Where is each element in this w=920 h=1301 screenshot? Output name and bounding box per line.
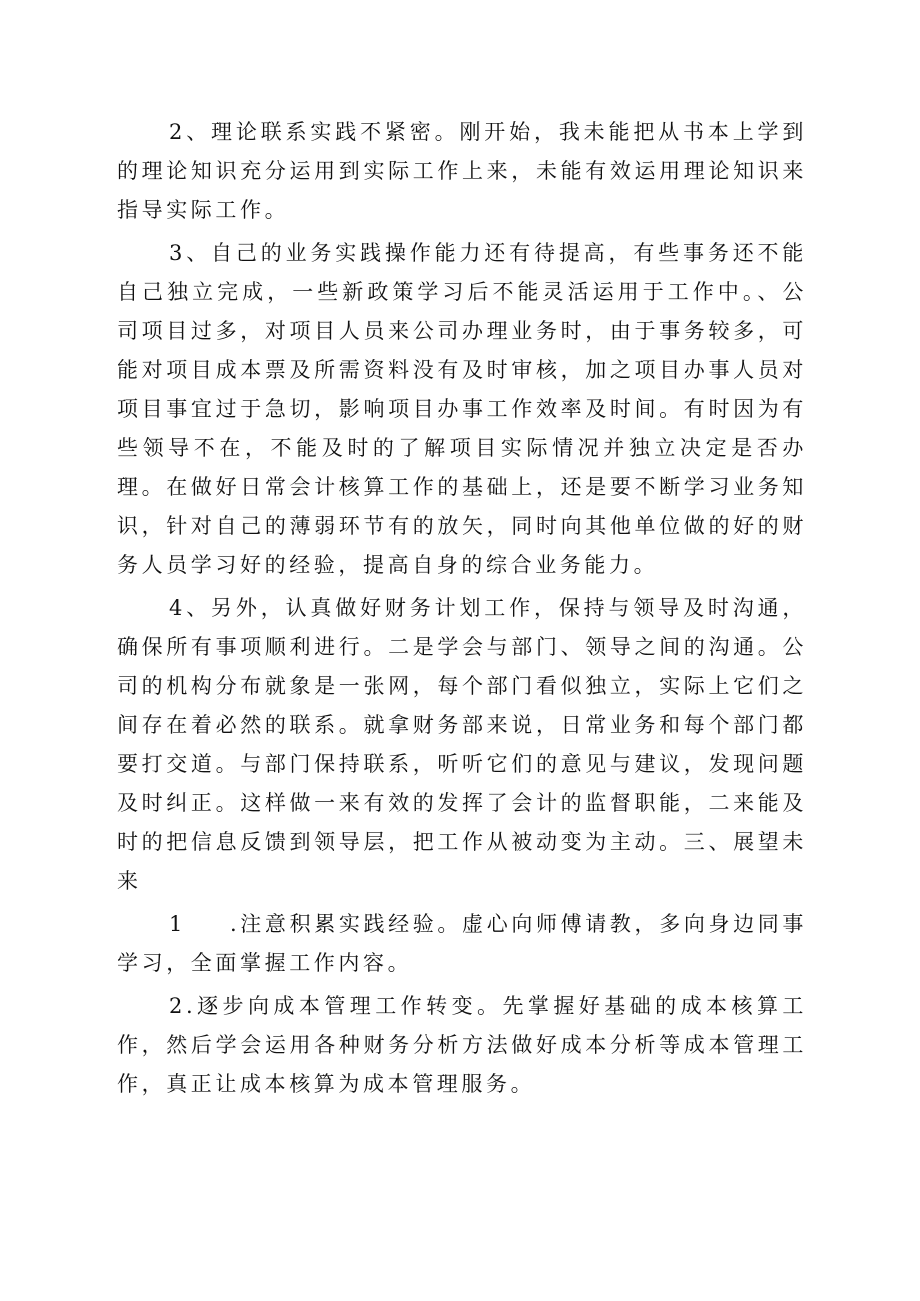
document-body [117,113,807,1108]
paragraph-4: 4、另外，认真做好财务计划工作，保持与领导及时沟通，确保所有事项顺利进行。二是学会与部门、领导之间的沟通。公司的机构分布就象是一张网，每个部门看似独立，实际上它们之间存在着必然的联系。就拿财务部来说，日常业务和每个部门都要打交道。与部门保持联系，听听它们的意见与建议，发现问题及时纠正。这样做一来有效的发挥了会计的监督职能，二来能及时的把信息反馈到领导层，把工作从被动变为主动。三、展望未来 [117,596,807,893]
list-item-text: .注意积累实践经验。虚心向师傅请教，多向身边同事学习，全面掌握工作内容。 [117,912,807,975]
list-item-2: 2.逐步向成本管理工作转变。先掌握好基础的成本核算工作，然后学会运用各种财务分析方法做好成本分析等成本管理工作，真正让成本核算为成本管理服务。 [117,994,807,1096]
list-item-number: 1 [169,912,186,936]
paragraph-3: 3、自己的业务实践操作能力还有待提高，有些事务还不能自己独立完成，一些新政策学习后不能灵活运用于工作中。、公司项目过多，对项目人员来公司办理业务时，由于事务较多，可能对项目成本票及所需资料没有及时审核，加之项目办事人员对项目事宜过于急切，影响项目办事工作效率及时间。有时因为有些领导不在，不能及时的了解项目实际情况并独立决定是否办理。在做好日常会计核算工作的基础上，还是要不断学习业务知识，针对自己的薄弱环节有的放矢，同时向其他单位做的好的财务人员学习好的经验，提高自身的综合业务能力。 [117,241,807,577]
list-item-1 [117,905,807,983]
paragraph-2: 2、理论联系实践不紧密。刚开始，我未能把从书本上学到的理论知识充分运用到实际工作上来，未能有效运用理论知识来指导实际工作。 [117,120,807,222]
